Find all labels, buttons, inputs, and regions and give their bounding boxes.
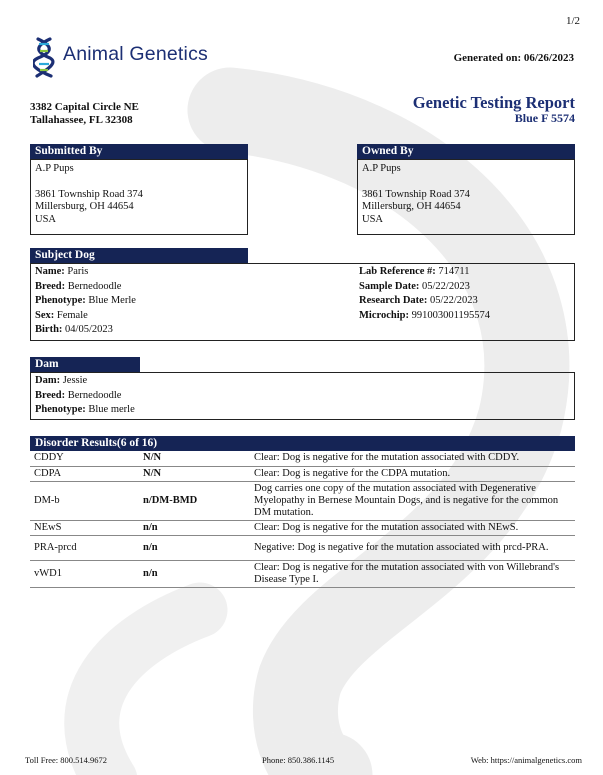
disorder-code: CDPA <box>30 466 139 481</box>
dam-phenotype: Blue merle <box>88 404 135 415</box>
footer-toll-free: Toll Free: 800.514.9672 <box>25 755 108 765</box>
dam-breed-label: Breed: <box>35 389 66 401</box>
microchip: 991003001195574 <box>411 309 490 321</box>
owned-by-line1: 3861 Township Road 374 <box>362 188 470 200</box>
owned-by-name: A.P Pups <box>362 163 401 174</box>
subject-dog-right <box>359 266 490 322</box>
owned-by-box <box>357 159 575 235</box>
owned-by-line2: Millersburg, OH 44654 <box>362 201 461 212</box>
disorder-code: PRA-prcd <box>30 535 139 560</box>
report-header <box>413 93 575 125</box>
disorder-result: N/N <box>139 451 250 466</box>
table-row <box>30 535 575 560</box>
submitted-by-line3: USA <box>35 213 57 225</box>
name-label: Name: <box>35 266 65 277</box>
research-date: 05/22/2023 <box>429 295 478 306</box>
disorder-result: n/DM-BMD <box>139 481 250 520</box>
disorder-code: vWD1 <box>30 560 139 587</box>
disorder-result: n/n <box>139 535 250 560</box>
generated-date: 06/26/2023 <box>523 52 574 64</box>
lab-address <box>30 101 139 127</box>
sex-label: Sex: <box>35 309 55 321</box>
submitted-by-box <box>30 159 248 235</box>
submitted-by-line2: Millersburg, OH 44654 <box>35 201 134 212</box>
owned-by-header: Owned By <box>357 144 575 159</box>
disorder-result: n/n <box>139 520 250 535</box>
lab-address-line2: Tallahassee, FL 32308 <box>30 114 133 126</box>
sample-date: 05/22/2023 <box>422 280 470 292</box>
table-row <box>30 560 575 587</box>
logo-text: Animal Genetics <box>63 43 208 65</box>
owned-by-line3: USA <box>362 213 384 225</box>
dam-name: Jessie <box>62 375 88 386</box>
dog-phenotype: Blue Merle <box>88 295 136 306</box>
disorder-description: Clear: Dog is negative for the mutation associated with CDDY. <box>250 451 575 466</box>
lab-ref: 714711 <box>438 266 470 277</box>
sample-date-label: Sample Date: <box>359 280 420 292</box>
disorder-description: Clear: Dog is negative for the mutation associated with von Willebrand's Disease Type I. <box>250 560 575 587</box>
birth-label: Birth: <box>35 324 63 335</box>
disorder-code: CDDY <box>30 451 139 466</box>
microchip-label: Microchip: <box>359 309 409 321</box>
table-row <box>30 481 575 520</box>
table-row <box>30 466 575 481</box>
subject-dog-box <box>30 263 575 341</box>
footer-web[interactable]: Web: https://animalgenetics.com <box>470 755 582 765</box>
table-row <box>30 451 575 466</box>
subject-dog-left <box>35 266 136 337</box>
footer-phone: Phone: 850.386.1145 <box>262 755 335 765</box>
submitted-by-name: A.P Pups <box>35 163 74 174</box>
lab-address-line1: 3382 Capital Circle NE <box>30 101 139 113</box>
dog-breed: Bernedoodle <box>67 280 122 292</box>
dam-label: Dam: <box>35 375 61 386</box>
dam-header-wrap <box>30 357 140 372</box>
disorder-results-section <box>30 436 575 588</box>
disorder-description: Clear: Dog is negative for the CDPA mutation. <box>250 466 575 481</box>
disorder-results-header: Disorder Results(6 of 16) <box>30 436 575 451</box>
dam-phenotype-label: Phenotype: <box>35 404 86 415</box>
disorder-description: Clear: Dog is negative for the mutation associated with NEwS. <box>250 520 575 535</box>
disorder-code: NEwS <box>30 520 139 535</box>
table-row <box>30 520 575 535</box>
dam-header: Dam <box>30 357 140 372</box>
submitted-by-section <box>30 144 248 235</box>
disorder-result: N/N <box>139 466 250 481</box>
report-title: Genetic Testing Report <box>412 93 575 112</box>
phenotype-label: Phenotype: <box>35 295 86 306</box>
research-date-label: Research Date: <box>359 295 428 306</box>
dog-name: Paris <box>67 266 89 277</box>
owned-by-section <box>357 144 575 235</box>
generated-label: Generated on: <box>453 52 522 64</box>
disorder-code: DM-b <box>30 481 139 520</box>
disorder-description: Dog carries one copy of the mutation associated with Degenerative Myelopathy in Bernese Mountain Dogs, and is negative for the common DM mutation. <box>250 481 575 520</box>
breed-label: Breed: <box>35 280 66 292</box>
dam-box <box>30 372 575 420</box>
submitted-by-line1: 3861 Township Road 374 <box>35 188 143 200</box>
submitted-by-header: Submitted By <box>30 144 248 159</box>
subject-dog-header: Subject Dog <box>30 248 248 263</box>
dam-breed: Bernedoodle <box>67 389 122 401</box>
disorder-description: Negative: Dog is negative for the mutation associated with prcd-PRA. <box>250 535 575 560</box>
dna-icon <box>33 36 55 78</box>
disorder-result: n/n <box>139 560 250 587</box>
report-subtitle: Blue F 5574 <box>514 111 575 125</box>
generated-on <box>454 52 574 64</box>
lab-ref-label: Lab Reference #: <box>359 266 436 277</box>
dog-sex: Female <box>56 309 88 321</box>
dog-birth: 04/05/2023 <box>65 324 113 335</box>
subject-dog-header-wrap <box>30 248 248 263</box>
page-number: 1/2 <box>566 15 581 27</box>
disorder-results-table <box>30 451 575 588</box>
